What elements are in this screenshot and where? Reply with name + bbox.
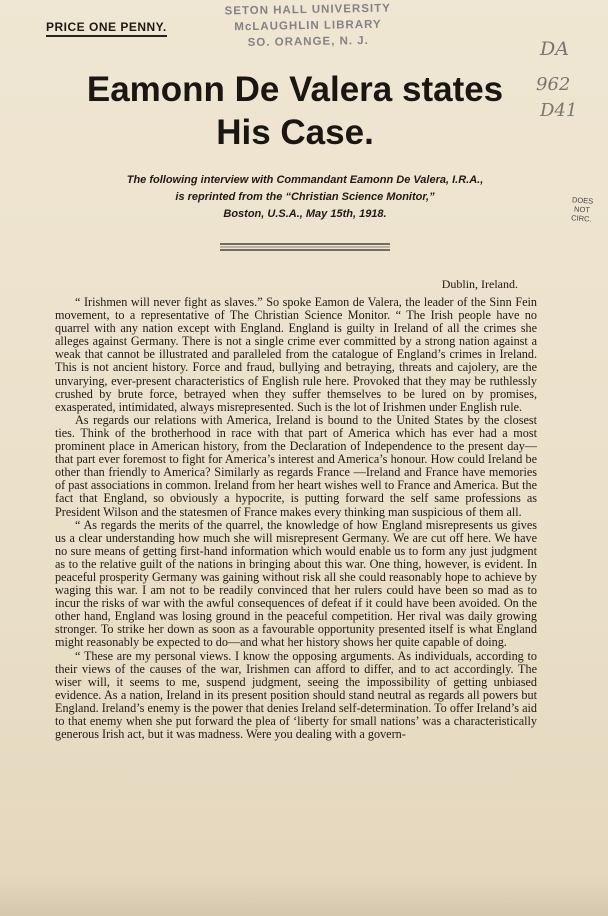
call-number-line: D41: [540, 100, 578, 121]
paragraph: “ Irishmen will never fight as slaves.” So spoke Eamon de Valera, the leader of the Sinn Fein movement, to a representative of The Christian Science Monitor. “ The Irish people have no quarrel with any nation except with England. England is guilty in Ireland of all the crimes she alleges against Germany. There is not a single crime ever committed by a strong nation against a weak that cannot be illustrated and paralleled from the catalogue of England’s crimes in Ireland. This is not ancient history. Force and fraud, bullying and betraying, threats and cajolery, are the unvarying, ever-present characteristics of English rule here. Provoked that they may be ruthlessly crushed by brute force, betrayed when they suffer themselves to be lured on by promises, exasperated, intimidated, always misrepresented. Such is the lot of Irishmen under English rule.: [55, 295, 537, 414]
subtitle-line: Boston, U.S.A., May 15th, 1918.: [223, 208, 387, 220]
paragraph: “ These are my personal views. I know the opposing arguments. As individuals, according to their views of the causes of the war, Irishmen can afford to differ, and to act accordingly. The wiser will, it seems to me, suspend judgment, seeing the impossibility of getting unbiased evidence. As a nation, Ireland in its present position should stand neutral as regards all powers but England. Ireland’s enemy is the power that denies Ireland self-determination. To offer Ireland’s aid to that enemy when she put forward the plea of ‘liberty for small nations’ was a characteristically generous Irish act, but it was madness. Were you dealing with a govern-: [55, 648, 537, 742]
ornament-divider-icon: [220, 240, 390, 254]
stamp-line: McLAUGHLIN LIBRARY: [234, 18, 382, 34]
price-label: PRICE ONE PENNY.: [46, 20, 167, 37]
document-title: [40, 68, 550, 154]
title-line: Eamonn De Valera states: [86, 70, 504, 109]
document-subtitle: [50, 172, 560, 223]
page-shadow: [0, 876, 608, 916]
article-body: [55, 296, 537, 741]
circulation-line: NOT: [573, 204, 591, 215]
circulation-line: DOES: [571, 195, 594, 206]
subtitle-line: The following interview with Commandant Eamonn De Valera, I.R.A.,: [126, 174, 484, 186]
title-line: His Case.: [216, 113, 374, 152]
stamp-line: SO. ORANGE, N. J.: [247, 34, 369, 50]
dateline: Dublin, Ireland.: [441, 277, 518, 291]
circulation-line: CIRC.: [570, 213, 592, 224]
library-stamp: [218, 0, 399, 51]
paragraph: As regards our relations with America, Ireland is bound to the United States by the closest ties. Think of the brotherhood in race with that part of America which has ever had a most prominent place in American history, from the Declaration of Independence to the present day—that part ever foremost to fight for America’s interest and America’s honour. How could Ireland be other than friendly to America? Similarly as regards France —Ireland and France have memories of past associations in common. Ireland from her heart wishes well to France and America. But the fact that England, so obviously a hypocrite, is putting forward the self same professions as President Wilson and the statesmen of France makes every thinking man suspicious of them all.: [55, 412, 537, 519]
call-number-line: 962: [536, 74, 571, 95]
subtitle-line: is reprinted from the “Christian Science Monitor,”: [175, 191, 435, 203]
paragraph: “ As regards the merits of the quarrel, the knowledge of how England misrepresents us gives us a clear understanding how much she will misrepresent Germany. We are cut off here. We have no sure means of getting first-hand information which would enable us to form any just judgment as to the relative guilt of the nations in bringing about this war. One thing, however, is evident. In peaceful prosperity Germany was gaining without risk all she could reasonably hope to achieve by waging this war. I am not to be readily convinced that her rulers could have been so mad as to incur the risks of war with the awful consequences of defeat if it could have been avoided. On the other hand, England was losing ground in the peaceful competition. Her rival was daily growing stronger. To strike her down as soon as a favourable opportunity presented itself is what England might reasonably be expected to do—and what her history shows her quite capable of doing.: [55, 517, 537, 650]
call-number-line: DA: [540, 38, 569, 60]
stamp-line: SETON HALL UNIVERSITY: [224, 2, 391, 18]
circulation-stamp: [559, 194, 605, 224]
